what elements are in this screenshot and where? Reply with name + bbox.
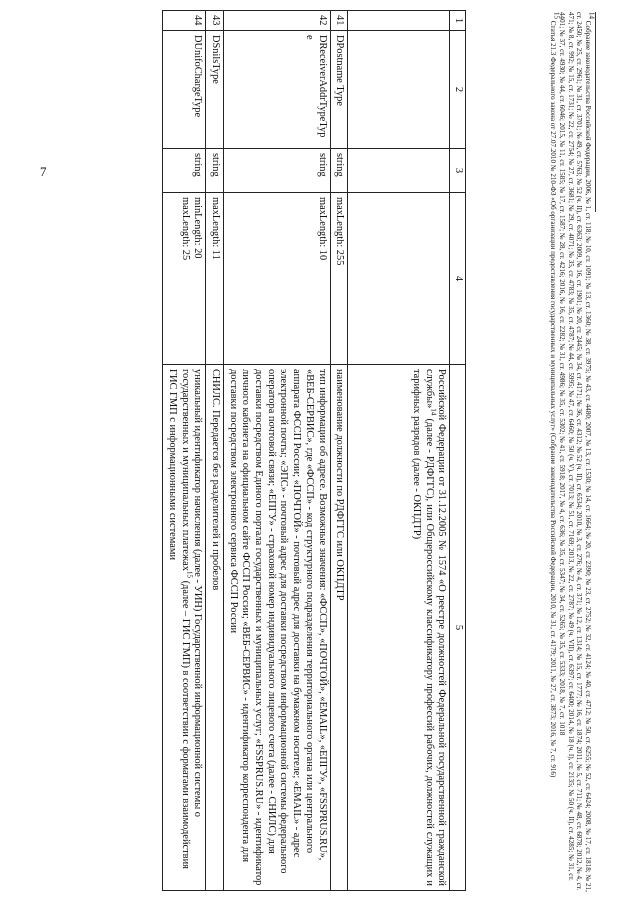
table-header-row (450, 11, 466, 891)
rotated-table-container (96, 10, 466, 890)
footnote-text: Собрание законодательства Российской Федерации, 2006, № 1, ст. 118; № 10, ст. 1091; № 13, ст. 1360; № 38, ст. 3975; № 43, ст. 4480; 2007, № 13, ст. 1530; № 14, ст. 1664; № 20, ст. 2390; № 23, ст. 2752; № 32, ст. 4124; № 40, ст. 4712; № 50, ст. 6255; № 52, ст. 6424; 2008, № 17, ст. 1818; № 21, ст. 2450; № 25, ст. 2961; № 31, ст. 3701; № 49, ст. 5763; № 52 (ч. II), ст. 6363; 2009, № 16, ст. 1901; № 20, ст. 2445; № 34, ст. 4171; № 36, ст. 4312; № 52 (ч. II), ст. 6534; 2010, № 3, ст. 276; № 4, ст. 371; № 12, ст. 1314; № 15, ст. 1777; № 16, ст. 1874; 2011, № 5, ст. 711; № 48, ст. 6878; 2012, № 4, ст. 471; № 8, ст. 992; № 15, ст. 1731; № 22, ст. 2754; № 27, ст. 3681; № 29, ст. 4071; № 35, ст. 4783; № 35, ст. 4787; № 44, ст. 5995; № 47, ст. 6460; № 50 (ч. V), ст. 7013; № 51, ст. 7169; 2013, № 22, ст. 2787; № 49 (ч. VII), ст. 6397; ст. 6400; 2014, № 18 (ч. I), ст. 2135; № 50 (ч. II), ст. 4285; № 31, ст. 4401; № 37, ст. 4930; № 44, ст. 6046; 2015, № 11, ст. 1585; № 17, ст. 1587; № 28, ст. 4216; 2016, № 16, ст. 2282; № 31, ст. 4986; № 35, ст. 5302; № 41, ст. 5918; 2017, № 4, ст. 636; № 35, ст. 5347; № 34, ст. 5265; № 35, ст. 5333; 2018, № 7, ст. 1018 (558, 12, 592, 892)
type-name: DUnifoChargeType (163, 31, 206, 149)
restriction-value: minLength: 20 (192, 197, 204, 259)
description (163, 365, 206, 891)
description-tail: (далее – ГИС ГМП) в соответствии с форматами взаимодействия ГИС ГМП с информационными системами (166, 369, 191, 869)
restriction-value: maxLength: 10 (316, 197, 328, 261)
footnotes (548, 12, 597, 892)
description (348, 365, 450, 891)
page-number: 7 (40, 164, 47, 179)
row-number: 41 (330, 11, 348, 31)
header-cell: 3 (450, 149, 466, 193)
footnote-ref: 15 (185, 571, 194, 578)
base-type: string (224, 149, 331, 193)
description-text: наименование должности по РДФГГС или ОКПДТР (334, 369, 346, 601)
description-text: уникальный идентификатор начисления (далее - УИН) Государственной информационной системы о государственных и муниципальных платежах (179, 369, 204, 817)
row-number (348, 11, 450, 31)
row-number: 44 (163, 11, 206, 31)
description (206, 365, 224, 891)
base-type: string (330, 149, 348, 193)
table-row (348, 11, 450, 891)
footnote-mark: 15 (552, 12, 561, 19)
type-name: DPostname Type (330, 31, 348, 149)
base-type: string (206, 149, 224, 193)
type-name: DSnilsType (206, 31, 224, 149)
restriction-value-2: maxLength: 25 (179, 197, 191, 261)
footnote-ref: 14 (428, 408, 437, 416)
footnote-text: Статья 21.3 Федерального закона от 27.07.2010 № 210-ФЗ «Об организации предоставления государственных и муниципальных услуг» (Собрание законодательства Российской Федерации, 2010, № 31, ст. 4179; 2011, № 27, ст. 3873; 2016, № 7, ст. 916) (549, 20, 557, 778)
header-cell: 1 (450, 11, 466, 31)
row-number: 43 (206, 11, 224, 31)
restriction (163, 193, 206, 365)
description-text: СНИЛС. Передается без разделителей и пробелов (210, 369, 222, 591)
table-row (163, 11, 206, 891)
description-text: тип информации об адресе. Возможные значения: «ФССП», «ПОЧТОЙ», «EMAIL», «ЕПГУ», «FSSPRUS.RU», «ВЕБ-СЕРВИС», где «ФССП» - код структурного подразделения территориального органа или центрального аппарата ФССП России; «ПОЧТОЙ» - почтовый адрес для доставки на бумажном носителе; «EMAIL» - адрес электронной почты; «ЭПС» - почтовый адрес для доставки посредством информационной системы федерального оператора почтовой связи; «ЕПГУ» - страховой номер индивидуального лицевого счета (далее - СНИЛС) для доставки посредством Единого портала государственных и муниципальных услуг; «FSSPRUS.RU» - идентификатор личного кабинета на официальном сайте ФССП России; «ВЕБ-СЕРВИС» - идентификатор корреспондента для доставки посредством электронного сервиса ФССП России (227, 369, 328, 886)
restriction (224, 193, 331, 365)
footnote-divider (595, 12, 596, 212)
description-tail: (далее - РДФГГС), или Общероссийскому классификатору профессий рабочих, должностей служащих и тарифных разрядов (далее - ОКПДТР) (410, 369, 435, 886)
description-text: Российской Федерации от 31.12.2005 № 1574 «О реестре должностей Федеральной государственной гражданской службы» (423, 369, 448, 886)
description (330, 365, 348, 891)
footnote (549, 12, 561, 892)
footnote-mark: 14 (587, 12, 596, 19)
restriction (348, 193, 450, 365)
table-row (330, 11, 348, 891)
restriction (206, 193, 224, 365)
table-row (206, 11, 224, 891)
restriction-value: maxLength: 11 (210, 197, 222, 260)
header-cell: 2 (450, 31, 466, 149)
row-number: 42 (224, 11, 331, 31)
description (224, 365, 331, 891)
table-row (224, 11, 331, 891)
restriction (330, 193, 348, 365)
type-name (348, 31, 450, 149)
header-cell: 4 (450, 193, 466, 365)
type-name: DReceiverAddrTypeTyp e (224, 31, 331, 149)
header-cell: 5 (450, 365, 466, 891)
base-type: string (163, 149, 206, 193)
base-type (348, 149, 450, 193)
restriction-value: maxLength: 255 (334, 197, 346, 266)
footnote (558, 12, 596, 892)
data-table (162, 10, 466, 891)
